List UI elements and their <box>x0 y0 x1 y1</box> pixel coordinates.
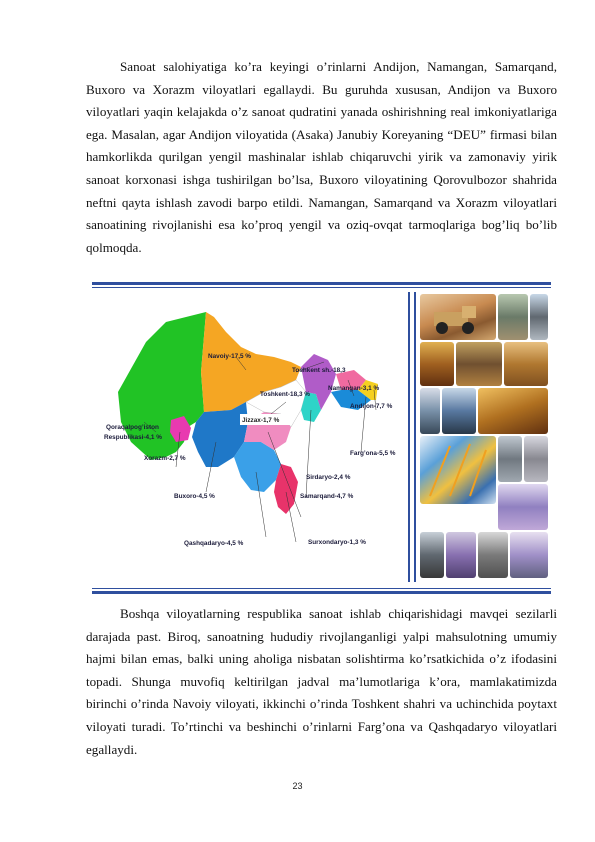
industry-photo-collage <box>414 292 551 582</box>
figure-bottom-thin-rule <box>92 588 551 589</box>
photo-plant-3 <box>478 532 508 578</box>
label-xorazm: Xorazm-2,7 % <box>144 455 186 462</box>
label-fargona: Farg’ona-5,5 % <box>350 450 396 457</box>
label-navoiy: Navoiy-17,5 % <box>208 353 251 360</box>
photo-plant-1 <box>420 532 444 578</box>
photo-plant-2 <box>446 532 476 578</box>
label-namangan: Namangan-3,1 % <box>328 385 380 392</box>
photo-gold-mine <box>478 388 548 434</box>
photo-drill-1 <box>420 388 440 434</box>
figure-top-rule <box>92 282 551 285</box>
label-surxondaryo: Surxondaryo-1,3 % <box>308 539 366 546</box>
label-jizzax: Jizzax-1,7 % <box>242 417 280 424</box>
photo-quarry <box>498 294 528 340</box>
page-number: 23 <box>292 781 303 791</box>
photo-machinery-1 <box>420 342 454 386</box>
paragraph-1: Sanoat salohiyatiga ko’ra keyingi o’rinlarni Andijon, Namangan, Samarqand, Buxoro va Xorazm viloyatlari egallaydi. Bu guruhda xususan, Andijon va Buxoro viloyatlari yaqin kelajakda o’z sanoat qudratini yanada oshirishning real imkoniyatlariga ega. Masalan, agar Andijon viloyatida (Asaka) Janubiy Koreyaning “DEU” firmasi bilan hamkorlikda qurilgan yengil mashinalar ishlab chiqaruvchi yirik va zamonaviy yirik sanoat korxonasi ishga tushirilgan bo’lsa, Buxoro viloyatining Qorovulbozor shahrida neftni qayta ishlash zavodi barpo etildi. Namangan, Samarqand va Xorazm viloyatlari sanoatining rivojlanishi esa ko’proq yengil va oziq-ovqat tarmoqlariga bog’liq bo’lib qolmoqda. <box>86 59 557 255</box>
photo-refinery-3 <box>498 484 548 530</box>
photo-tower <box>530 294 548 340</box>
label-qoraqalpogiston-line1: Qoraqalpog’iston <box>106 424 159 431</box>
label-samarqand: Samarqand-4,7 % <box>300 493 354 500</box>
photo-drill-2 <box>442 388 476 434</box>
label-sirdaryo: Sirdaryo-2,4 % <box>306 474 351 481</box>
photo-factory-interior <box>420 436 496 504</box>
figure-bottom-rule <box>92 591 551 594</box>
label-andijon: Andijon-7,7 % <box>350 403 393 410</box>
figure-map-and-photos <box>92 282 551 594</box>
label-toshkent-sh: Toshkent sh.-18,3 <box>292 367 346 374</box>
figure-top-thin-rule <box>92 287 551 288</box>
uzbekistan-map-panel <box>96 292 410 582</box>
uzbekistan-industry-map <box>96 292 408 582</box>
photo-machinery-3 <box>504 342 548 386</box>
photo-machinery-2 <box>456 342 502 386</box>
label-qashqadaryo: Qashqadaryo-4,5 % <box>184 540 244 547</box>
label-buxoro: Buxoro-4,5 % <box>174 493 215 500</box>
photo-refinery-1 <box>498 436 522 482</box>
label-qoraqalpogiston-line2: Respublikasi-4,1 % <box>104 434 162 441</box>
label-toshkent: Toshkent-18,3 % <box>260 391 310 398</box>
photo-mining-truck <box>420 294 496 340</box>
photo-refinery-2 <box>524 436 548 482</box>
paragraph-2: Boshqa viloyatlarning respublika sanoat ishlab chiqarishidagi mavqei sezilarli darajada past. Biroq, sanoatning hududiy rivojlanganligi yalpi mahsulotning umumiy hajmi bilan emas, balki uning aholiga nisbatan solishtirma ko’rsatkichida o’z ifodasini topadi. Shunga muvofiq keltirilgan jadval ma’lumotlariga k’ora, mamlakatimizda birinchi o’rinda Navoiy viloyati, ikkinchi o’rinda Toshkent shahri va uchinchida poytaxt viloyati turadi. To’rtinchi va beshinchi o’rinlarni Farg’ona va Qashqadaryo viloyatlari egallaydi. <box>86 606 557 757</box>
photo-plant-4 <box>510 532 548 578</box>
